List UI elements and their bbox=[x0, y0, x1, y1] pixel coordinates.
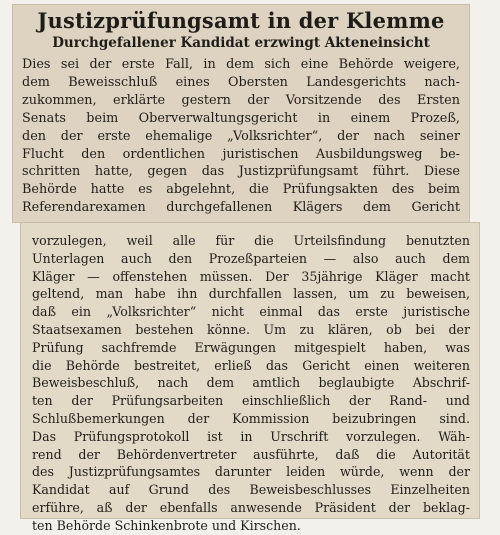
clipping-bottom bbox=[20, 222, 480, 533]
text-line: zukommen, erklärte gestern der Vorsitzende des Ersten bbox=[22, 92, 460, 108]
clipping-top bbox=[12, 4, 470, 223]
text-line: Schlußbemerkungen der Kommission beizubringen sind. bbox=[32, 410, 470, 426]
text-line: Referendarexamen durchgefallenen Klägers dem Gericht bbox=[22, 200, 460, 216]
text-line: Staatsexamen bestehen könne. Um zu klären, ob bei der bbox=[32, 321, 470, 337]
text-line: Prüfung sachfremde Erwägungen mitgespielt haben, was bbox=[32, 339, 470, 355]
subheadline: Durchgefallener Kandidat erzwingt Akteneinsicht bbox=[52, 35, 430, 51]
text-line: schritten hatte, gegen das Justizprüfungsamt führt. Diese bbox=[22, 164, 460, 180]
text-line: geltend, man habe ihn durchfallen lassen, um zu beweisen, bbox=[32, 286, 470, 302]
text-line: Kandidat auf Grund des Beweisbeschlusses Einzelheiten bbox=[32, 482, 470, 498]
text-line: Unterlagen auch den Prozeßparteien — also auch dem bbox=[32, 250, 470, 266]
text-line: Senats beim Oberverwaltungsgericht in einem Prozeß, bbox=[22, 110, 460, 126]
headline: Justizprüfungsamt in der Klemme bbox=[37, 8, 445, 33]
text-line: ten Behörde Schinkenbrote und Kirschen. bbox=[32, 517, 301, 533]
text-line: Flucht den ordentlichen juristischen Ausbildungsweg be- bbox=[22, 146, 460, 162]
text-line: erführe, aß der ebenfalls anwesende Präsident der beklag- bbox=[32, 499, 470, 515]
text-line: rend der Behördenvertreter ausführte, daß die Autorität bbox=[32, 446, 470, 462]
text-line: den der erste ehemalige „Volksrichter“, der nach seiner bbox=[22, 128, 460, 144]
lead-paragraph bbox=[22, 56, 460, 217]
text-line: die Behörde bestreitet, erließ das Gericht einen weiteren bbox=[32, 357, 470, 373]
text-line: Kläger — offenstehen müssen. Der 35jährige Kläger macht bbox=[32, 268, 470, 284]
text-line: Das Prüfungsprotokoll ist in Urschrift vorzulegen. Wäh- bbox=[32, 428, 470, 444]
text-line: dem Beweisschluß eines Obersten Landesgerichts nach- bbox=[22, 74, 460, 90]
text-line: vorzulegen, weil alle für die Urteilsfindung benutzten bbox=[32, 233, 470, 248]
text-line: Dies sei der erste Fall, in dem sich eine Behörde weigere, bbox=[22, 57, 460, 72]
text-line: ten der Prüfungsarbeiten einschließlich der Rand- und bbox=[32, 393, 470, 409]
text-line: Beweisbeschluß, nach dem amtlich beglaubigte Abschrif- bbox=[32, 375, 470, 391]
text-line: des Justizprüfungsamtes darunter leiden würde, wenn der bbox=[32, 464, 470, 480]
body-paragraph bbox=[32, 232, 470, 535]
text-line: Behörde hatte es abgelehnt, die Prüfungsakten des beim bbox=[22, 182, 460, 198]
text-line: daß ein „Volksrichter“ nicht einmal das erste juristische bbox=[32, 304, 470, 320]
